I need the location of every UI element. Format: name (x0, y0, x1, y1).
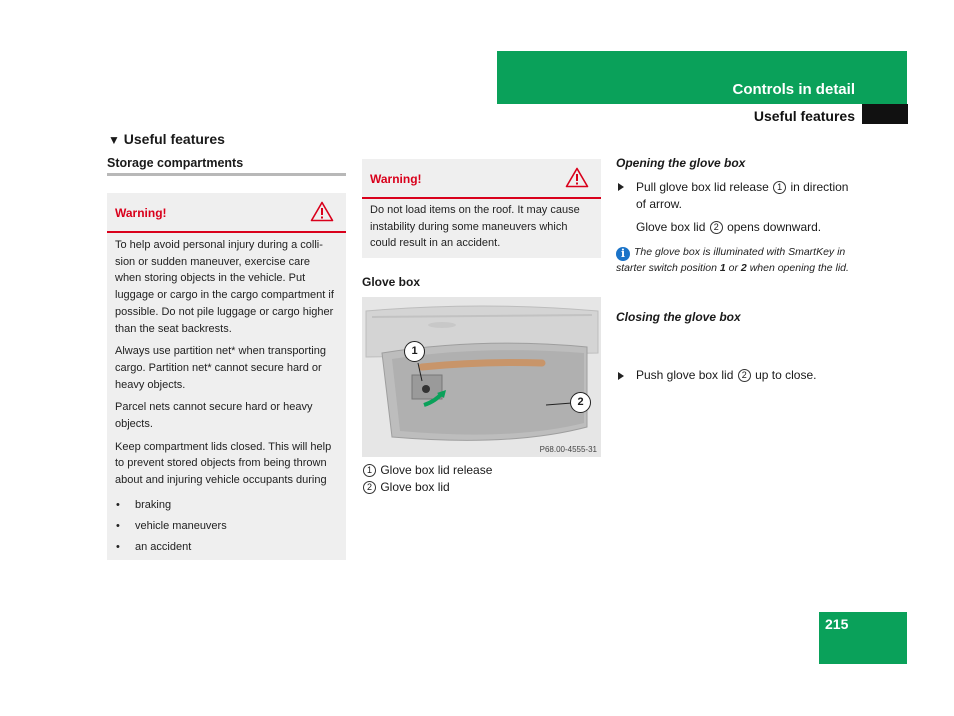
opening-step (616, 179, 856, 213)
closing-title: Closing the glove box (616, 310, 741, 324)
callout-2: 2 (570, 392, 591, 413)
legend-text: Glove box lid release (380, 463, 493, 477)
warning-header (362, 159, 601, 199)
legend-text: Glove box lid (380, 480, 450, 494)
info-icon: i (616, 247, 630, 261)
glove-box-illustration (362, 297, 601, 457)
chapter-title: Controls in detail (732, 81, 855, 98)
warning-label: Warning! (370, 172, 422, 186)
section-title (108, 131, 225, 147)
closing-step (616, 368, 856, 382)
callout-1: 1 (404, 341, 425, 362)
glove-box-title: Glove box (362, 275, 421, 289)
list-item: • an accident (115, 539, 338, 560)
warning-bullet-list (115, 497, 338, 560)
warning-triangle-icon (310, 201, 334, 222)
header-bar (497, 51, 907, 104)
info-note (616, 245, 852, 277)
step-text: in direction of arrow. (636, 180, 849, 211)
warning-box-roof (362, 159, 601, 258)
note-position: 1 (719, 262, 726, 274)
result-number: 2 (710, 221, 723, 234)
list-item: • braking (115, 497, 338, 518)
subsection-rule (107, 173, 346, 176)
warning-paragraph: Keep compartment lids closed. This will help to prevent stored objects from being thrown about and injuring vehicle occupants during (115, 440, 332, 487)
step-text: Pull glove box lid release (636, 180, 769, 194)
list-item: • vehicle maneuvers (115, 518, 338, 539)
figure-legend-2 (362, 480, 450, 494)
triangle-down-icon: ▼ (108, 133, 120, 147)
page-number: 215 (825, 616, 849, 632)
step-number: 1 (773, 181, 786, 194)
warning-paragraph: Always use partition net* when transporting cargo. Partition net* cannot secure hard or heavy objects. (115, 345, 326, 391)
warning-body (107, 233, 346, 560)
warning-triangle-icon (565, 167, 589, 188)
warning-body: Do not load items on the roof. It may cause instability during some maneuvers which could result in an accident. (370, 204, 580, 250)
note-text: when opening the lid. (749, 262, 849, 274)
note-text: or (728, 262, 738, 274)
note-position: 2 (740, 262, 747, 274)
section-title-text: Useful features (123, 131, 225, 147)
glove-box-figure (362, 297, 601, 457)
step-number: 2 (738, 369, 751, 382)
step-text: Push glove box lid (636, 368, 734, 382)
section-header-title: Useful features (753, 108, 855, 124)
warning-box-storage (107, 193, 346, 560)
figure-legend-1 (362, 463, 492, 477)
opening-result (636, 220, 821, 234)
legend-number: 2 (363, 481, 376, 494)
result-text: Glove box lid (636, 220, 706, 234)
section-marker (862, 104, 908, 124)
step-text: up to close. (755, 368, 817, 382)
result-text: opens downward. (727, 220, 822, 234)
warning-paragraph: Parcel nets cannot secure hard or heavy objects. (115, 401, 313, 431)
note-text: The glove box is illuminated with SmartKey in starter switch position (616, 246, 846, 274)
figure-code: P68.00-4555-31 (539, 445, 597, 454)
subsection-title: Storage compartments (107, 156, 244, 170)
warning-paragraph: To help avoid personal injury during a colli-sion or sudden maneuver, exercise care when storing objects in the vehicle. Put luggage or cargo in the cargo compartment if possible. Do not pile luggage or cargo higher than the seat backrests. (115, 239, 334, 335)
warning-label: Warning! (115, 206, 167, 220)
legend-number: 1 (363, 464, 376, 477)
warning-header (107, 193, 346, 233)
opening-title: Opening the glove box (616, 156, 746, 170)
page-number-block (819, 612, 907, 664)
